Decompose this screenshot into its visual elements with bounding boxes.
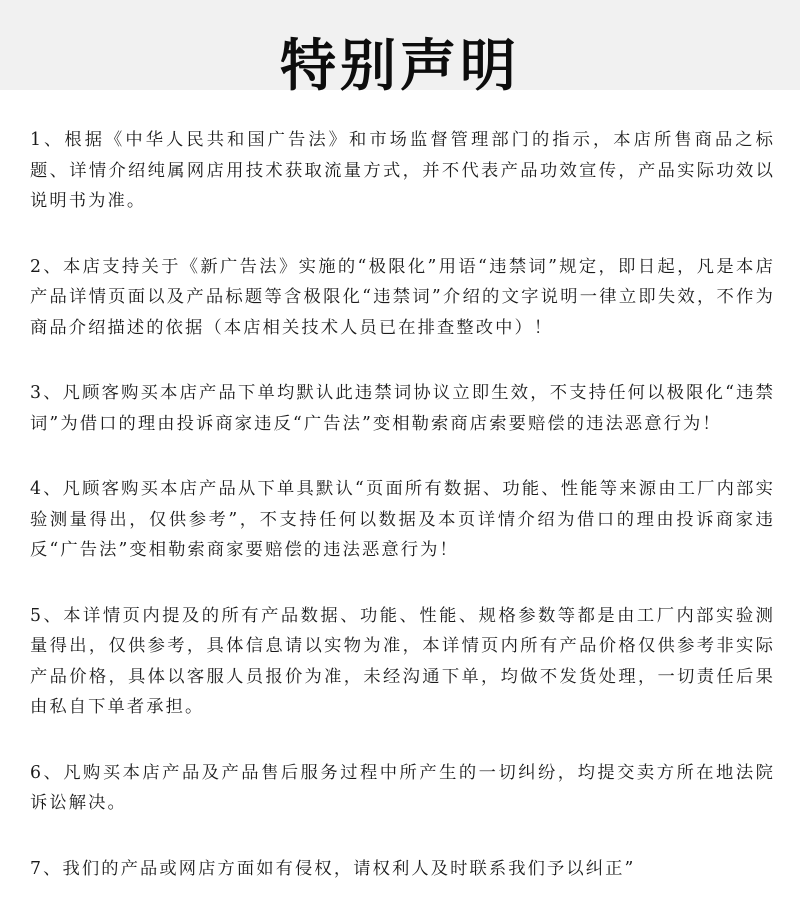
clause-2: 2、本店支持关于《新广告法》实施的“极限化”用语“违禁词”规定，即日起，凡是本店产品详情页面以及产品标题等含极限化“违禁词”介绍的文字说明一律立即失效，不作为商品介绍描述的依据（本店相关技术人员已在排查整改中）！ [30,256,775,338]
clause-4: 4、凡顾客购买本店产品从下单具默认“页面所有数据、功能、性能等来源由工厂内部实验测量得出，仅供参考”，不支持任何以数据及本页详情介绍为借口的理由投诉商家违反“广告法”变相勒索商家要赔偿的违法恶意行为！ [30,479,775,560]
clause-3: 3、凡顾客购买本店产品下单均默认此违禁词协议立即生效，不支持任何以极限化“违禁词”为借口的理由投诉商家违反“广告法”变相勒索商店索要赔偿的违法恶意行为！ [30,383,775,434]
clause-1: 1、根据《中华人民共和国广告法》和市场监督管理部门的指示，本店所售商品之标题、详情介绍纯属网店用技术获取流量方式，并不代表产品功效宣传，产品实际功效以说明书为准。 [30,130,775,211]
page-title: 特别声明 [280,34,520,99]
statement-body [30,125,775,884]
clause-7: 7、我们的产品或网店方面如有侵权，请权利人及时联系我们予以纠正” [30,858,636,879]
clause-6: 6、凡购买本店产品及产品售后服务过程中所产生的一切纠纷，均提交卖方所在地法院诉讼解决。 [30,762,775,813]
clause-5: 5、本详情页内提及的所有产品数据、功能、性能、规格参数等都是由工厂内部实验测量得出，仅供参考，具体信息请以实物为准，本详情页内所有产品价格仅供参考非实际产品价格，具体以客服人员报价为准，未经沟通下单，均做不发货处理，一切责任后果由私自下单者承担。 [30,605,775,717]
